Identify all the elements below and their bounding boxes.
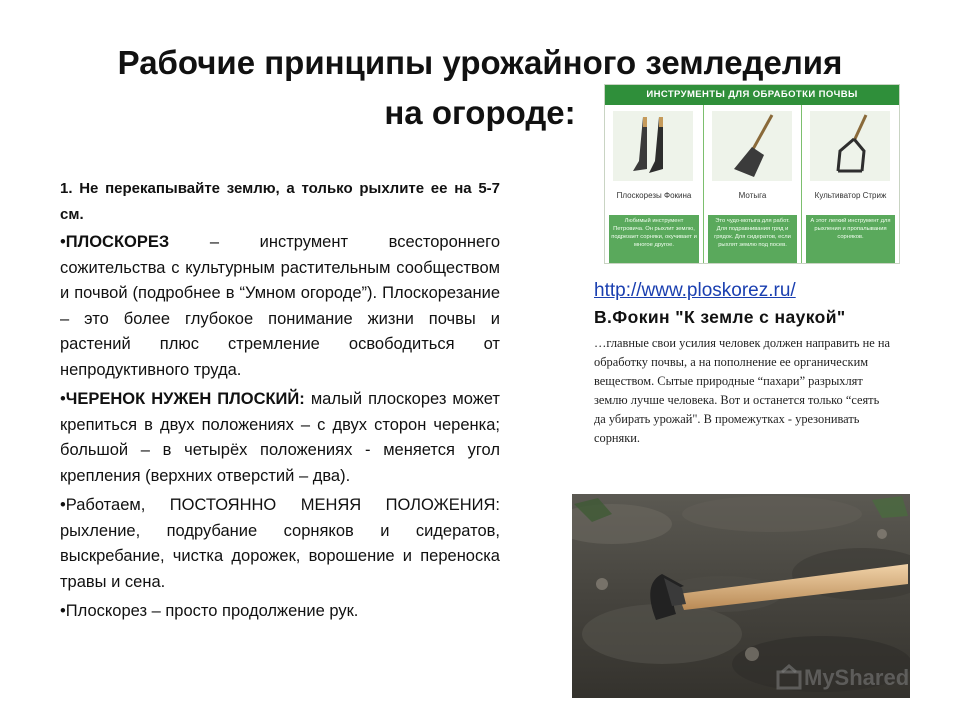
flat-cutter-image <box>613 111 693 181</box>
tools-chart-image <box>604 84 900 264</box>
myshared-watermark <box>776 664 926 690</box>
bullet-handle: •ЧЕРЕНОК НУЖЕН ПЛОСКИЙ: малый плоскорез может крепиться в двух положениях – с двух сторон черенка; большой – в четырёх положениях - меняется угол крепления (верхних отверстий – два). <box>60 390 500 485</box>
principles-text <box>60 176 500 629</box>
tools-chart-header: ИНСТРУМЕНТЫ ДЛЯ ОБРАБОТКИ ПОЧВЫ <box>605 85 899 105</box>
title-line-2: на огороде: <box>384 94 576 131</box>
bullet-text: – инструмент всестороннего сожительства с культурным растительным сообществом и почвой (подробнее в “Умном огороде”). Плоскорезание – это более глубокое понимание жизни почвы и растений плюс стремление освободиться от непродуктивного труда. <box>60 233 500 379</box>
tool-name: Мотыга <box>738 191 767 200</box>
tool-description: Это чудо-мотыга для работ. Для подравнивания гряд и грядок. Для сидератов, если рыхлят землю под посев. <box>708 215 797 264</box>
tool-name: Культиватор Стриж <box>814 191 887 200</box>
hoe-image <box>712 111 792 181</box>
tool-card-hoe <box>703 105 801 264</box>
bullet-text: малый плоскорез может крепиться в двух положениях – с двух сторон черенка; большой – в четырёх положениях - меняется угол крепления (верхних отверстий – два). <box>60 390 500 485</box>
bullet-text: Работаем, ПОСТОЯННО МЕНЯЯ ПОЛОЖЕНИЯ: рыхление, подрубание сорняков и сидератов, выскребание, чистка дорожек, ворошение и переноска травы и сена. <box>60 496 500 591</box>
bullet-hands: •Плоскорез – просто продолжение рук. <box>60 602 359 620</box>
source-block <box>594 278 914 448</box>
bullet-lead: ЧЕРЕНОК НУЖЕН ПЛОСКИЙ: <box>65 390 305 408</box>
bullet-lead: ПЛОСКОРЕЗ <box>65 233 170 251</box>
cultivator-image <box>810 111 890 181</box>
title-line-1: Рабочие принципы урожайного земледелия <box>117 44 843 81</box>
fokin-quote: …главные свои усилия человек должен направить не на обработку почвы, а на пополнение ее органическим веществом. Сытые природные “пахари” разрыхлят землю лучше человека. Вот и останется только “сеять да убирать урожай". В промежутках - урезонивать сорняки. <box>594 336 891 445</box>
watermark-text: MyShared <box>804 665 910 690</box>
tool-description: Любимый инструмент Петровича. Он рыхлит землю, подрезает сорняки, окучивает и многое другое. <box>609 215 699 264</box>
bullet-positions: •Работаем, ПОСТОЯННО МЕНЯЯ ПОЛОЖЕНИЯ: рыхление, подрубание сорняков и сидератов, выскребание, чистка дорожек, ворошение и переноска травы и сена. <box>60 496 500 591</box>
intro-point: 1. Не перекапывайте землю, а только рыхлите ее на 5-7 см. <box>60 180 500 223</box>
tool-description: А этот легкий инструмент для рыхления и пропалывания сорняков. <box>806 215 895 264</box>
bullet-ploskorez: •ПЛОСКОРЕЗ – инструмент всестороннего сожительства с культурным растительным сообществом и почвой (подробнее в “Умном огороде”). Плоскорезание – это более глубокое понимание жизни почвы и растений плюс стремление освободиться от непродуктивного труда. <box>60 233 500 379</box>
tool-card-flat-cutter <box>605 105 703 264</box>
ploskorez-link[interactable]: http://www.ploskorez.ru/ <box>594 280 796 301</box>
tool-card-cultivator <box>801 105 899 264</box>
tool-name: Плоскорезы Фокина <box>616 191 692 200</box>
author-book-title: В.Фокин "К земле с наукой" <box>594 307 846 327</box>
bullet-text: Плоскорез – просто продолжение рук. <box>65 602 359 620</box>
